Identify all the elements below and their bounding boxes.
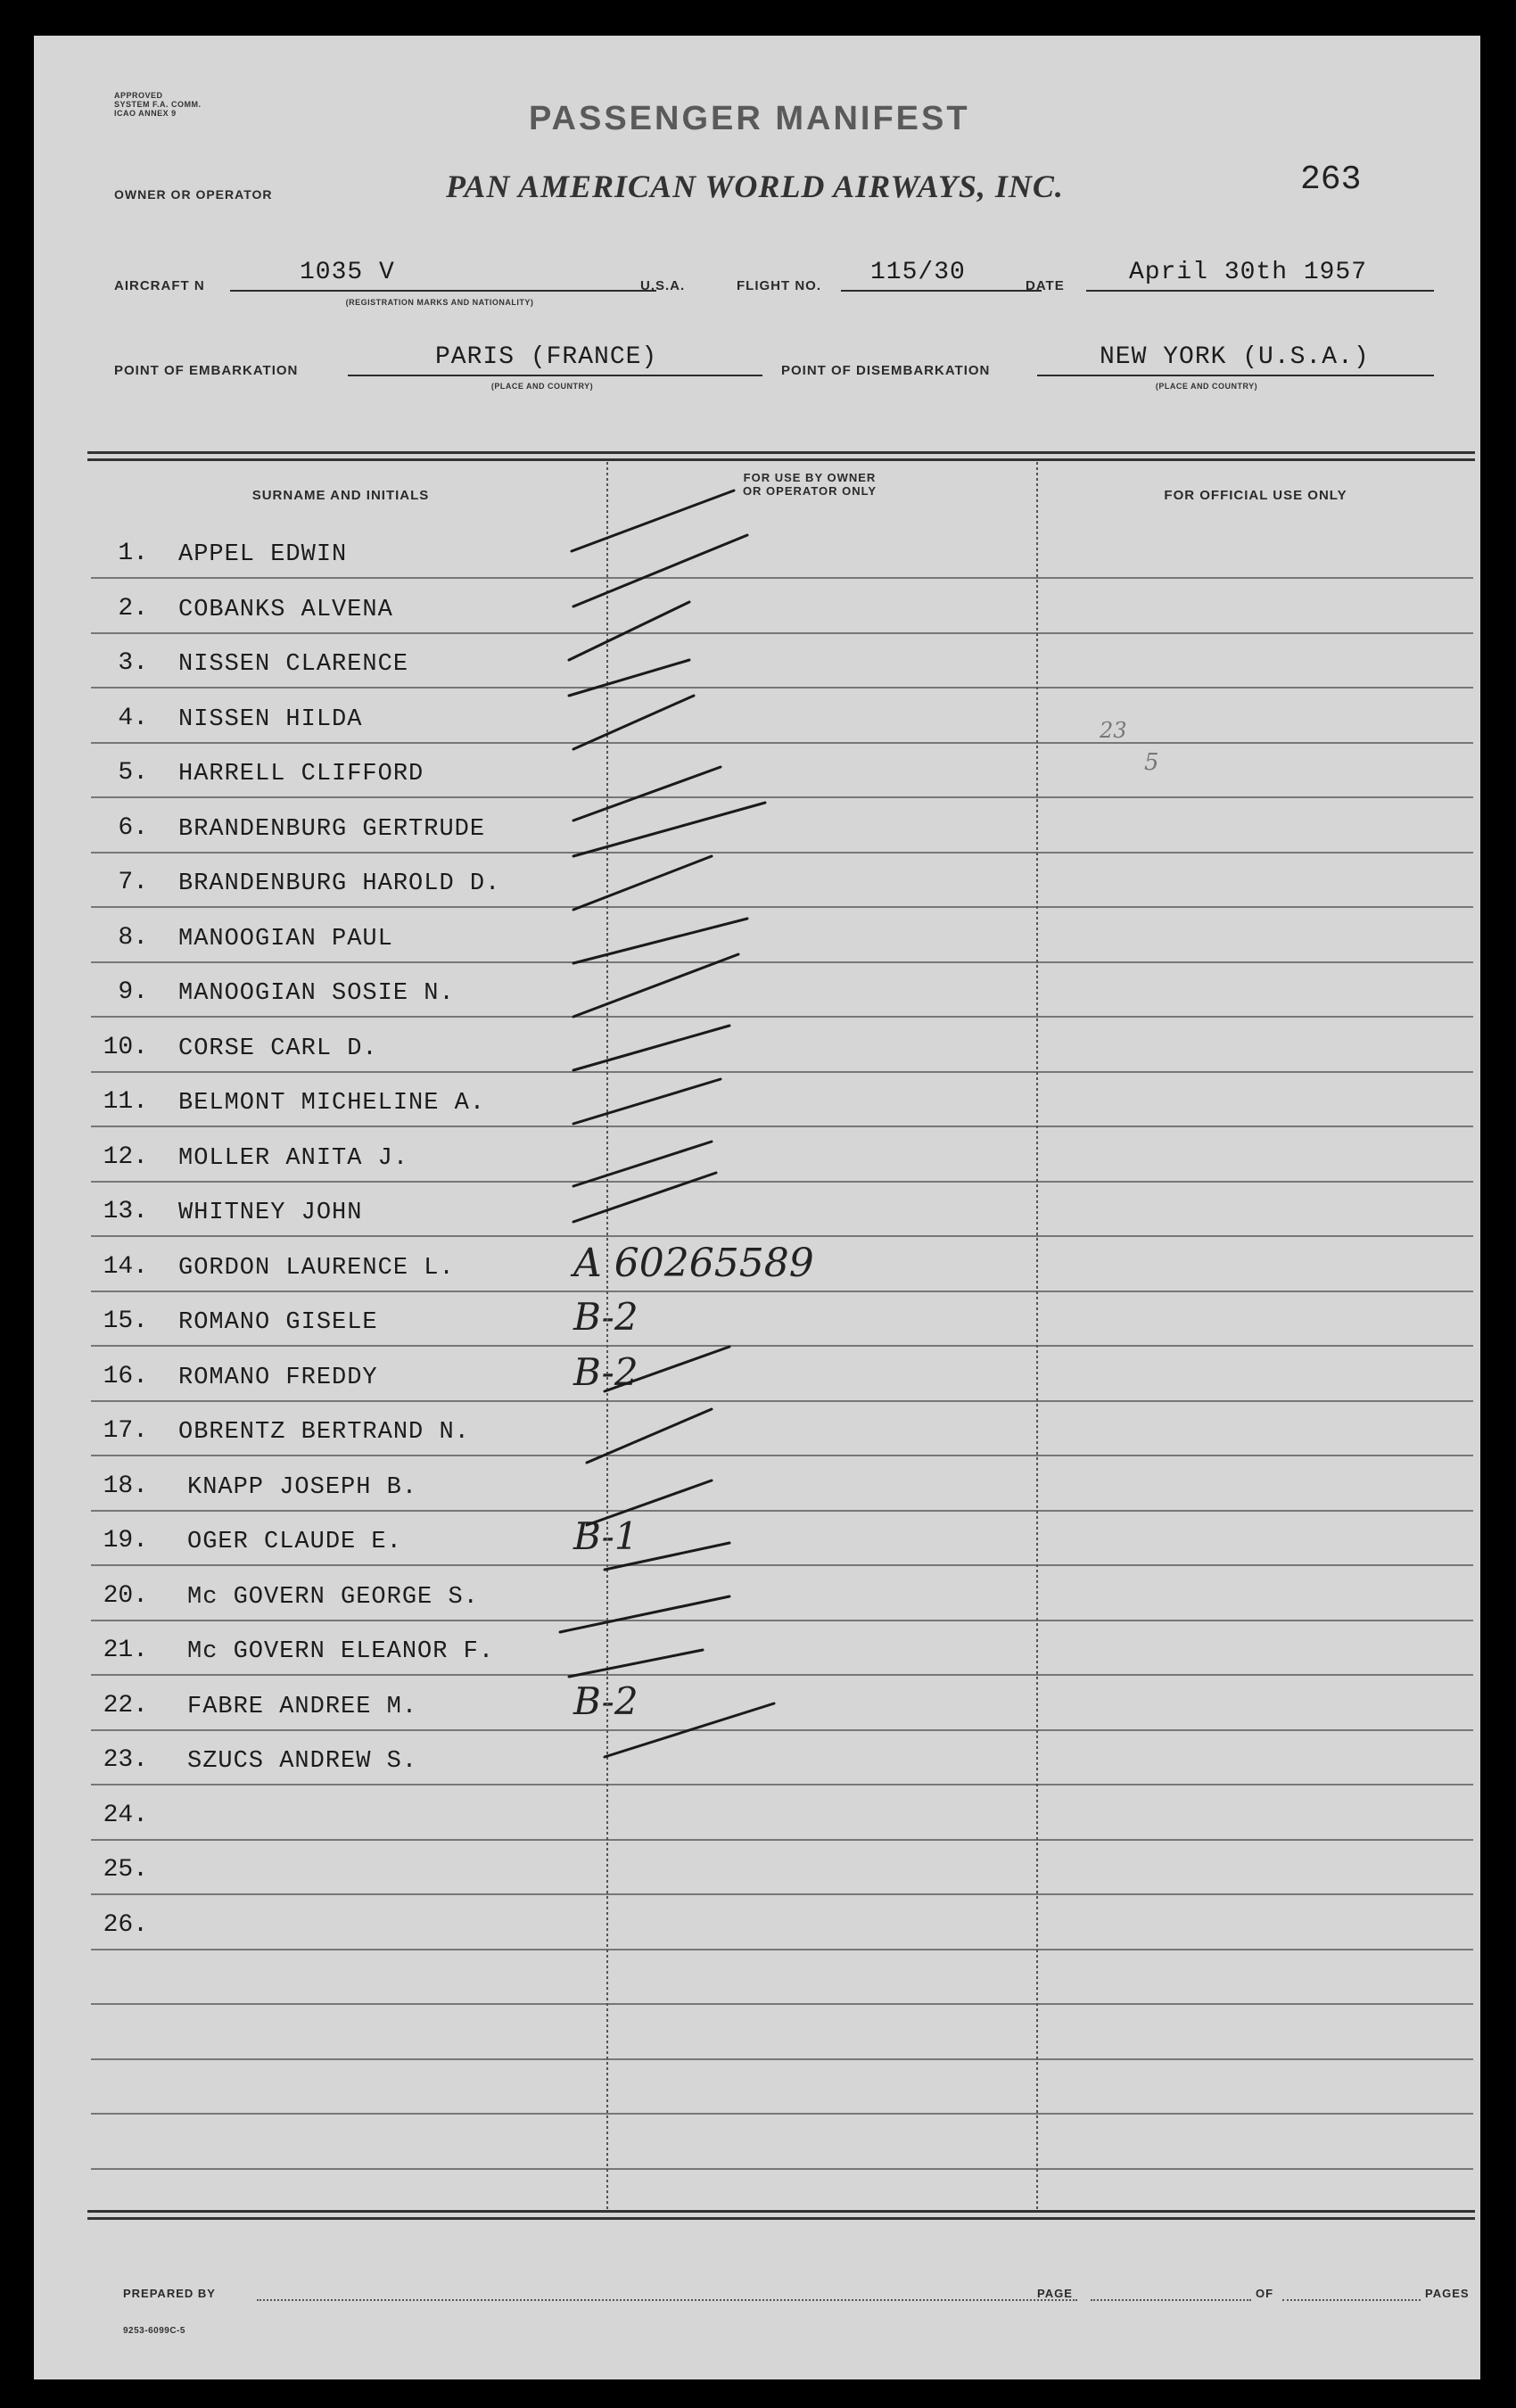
row-rule: [91, 1181, 1473, 1183]
row-rule: [91, 1400, 1473, 1402]
visa-mark: B-2: [573, 1295, 639, 1339]
row-rule: [91, 1126, 1473, 1127]
date-label: DATE: [1026, 278, 1065, 293]
passenger-name: KNAPP JOSEPH B.: [187, 1473, 418, 1501]
nationality-label: U.S.A.: [640, 278, 686, 293]
row-number: 21.: [103, 1637, 148, 1664]
row-number: 13.: [103, 1198, 148, 1225]
row-rule: [91, 1071, 1473, 1073]
row-number: 2.: [118, 594, 148, 623]
passenger-name: NISSEN CLARENCE: [178, 651, 409, 678]
row-number: 6.: [118, 813, 148, 842]
col-header-surname: SURNAME AND INITIALS: [251, 488, 430, 503]
embark-label: POINT OF EMBARKATION: [114, 363, 299, 378]
row-number: 26.: [103, 1910, 148, 1939]
row-rule: [91, 1729, 1473, 1731]
row-number: 9.: [118, 978, 148, 1006]
row-number: 8.: [118, 923, 148, 952]
passenger-name: NISSEN HILDA: [178, 705, 363, 733]
row-number: 25.: [103, 1856, 148, 1884]
row-rule: [91, 1455, 1473, 1456]
stamp-line-3: ICAO ANNEX 9: [114, 109, 177, 118]
passenger-name: Mc GOVERN GEORGE S.: [187, 1583, 479, 1611]
row-number: 11.: [103, 1088, 148, 1116]
passenger-name: ROMANO GISELE: [178, 1309, 378, 1336]
page-title: PASSENGER MANIFEST: [529, 100, 970, 137]
check-marks: [560, 491, 774, 1757]
passenger-name: FABRE ANDREE M.: [187, 1693, 418, 1720]
col-header-owner-line2: OR OPERATOR ONLY: [742, 484, 877, 498]
aircraft-sub: (REGISTRATION MARKS AND NATIONALITY): [345, 298, 534, 307]
tick-13: [573, 1142, 712, 1186]
form-code: 9253-6099C-5: [123, 2326, 185, 2336]
row-rule: [91, 796, 1473, 798]
row-rule: [91, 1674, 1473, 1676]
passenger-name: MANOOGIAN SOSIE N.: [178, 980, 455, 1007]
row-rule: [91, 1839, 1473, 1841]
col-header-owner: [596, 471, 1024, 498]
row-rule: [91, 1620, 1473, 1621]
tick-6: [573, 767, 721, 821]
stamp-line-2: SYSTEM F.A. COMM.: [114, 100, 202, 109]
tick-4: [569, 660, 689, 696]
manifest-sheet: [34, 36, 1480, 2379]
tick-11: [573, 1026, 729, 1070]
row-number: 22.: [103, 1691, 148, 1719]
row-rule: [91, 2113, 1473, 2115]
flight-number: 115/30: [870, 259, 966, 286]
row-number: 4.: [118, 704, 148, 732]
approval-stamp: [114, 91, 202, 118]
disembark-point: NEW YORK (U.S.A.): [1100, 343, 1370, 371]
visa-mark: B-2: [573, 1349, 639, 1394]
row-number: 3.: [118, 649, 148, 677]
row-rule: [91, 1345, 1473, 1347]
tick-9: [573, 919, 747, 963]
passenger-name: WHITNEY JOHN: [178, 1200, 363, 1226]
row-rule: [91, 1291, 1473, 1292]
visa-mark: B-1: [573, 1514, 639, 1558]
row-rule: [91, 2168, 1473, 2170]
prepared-label: PREPARED BY: [123, 2287, 216, 2300]
row-rule: [91, 577, 1473, 579]
row-rule: [91, 632, 1473, 634]
aircraft-label: AIRCRAFT N: [114, 278, 205, 293]
pages-label: PAGES: [1425, 2287, 1470, 2300]
row-number: 5.: [118, 759, 148, 787]
flight-label: FLIGHT NO.: [737, 278, 821, 293]
row-rule: [91, 1893, 1473, 1895]
aircraft-number: 1035 V: [300, 259, 395, 286]
row-number: 15.: [103, 1307, 148, 1335]
row-rule: [91, 906, 1473, 908]
tick-12: [573, 1079, 721, 1124]
row-rule: [91, 2003, 1473, 2005]
row-rule: [91, 1949, 1473, 1950]
visa-mark: B-2: [573, 1678, 639, 1723]
row-number: 1.: [118, 540, 148, 567]
row-rule: [91, 687, 1473, 689]
col-header-official: FOR OFFICIAL USE ONLY: [1164, 488, 1347, 503]
passenger-name: BRANDENBURG HAROLD D.: [178, 870, 501, 897]
row-number: 20.: [103, 1581, 148, 1610]
passenger-name: OBRENTZ BERTRAND N.: [178, 1419, 470, 1446]
passenger-name: BRANDENBURG GERTRUDE: [178, 815, 486, 843]
operator-name: PAN AMERICAN WORLD AIRWAYS, INC.: [446, 169, 1064, 204]
tick-3: [569, 602, 689, 660]
row-number: 12.: [103, 1142, 148, 1171]
row-number: 23.: [103, 1746, 148, 1774]
tick-10: [573, 954, 738, 1017]
row-number: 7.: [118, 869, 148, 896]
passenger-name: Mc GOVERN ELEANOR F.: [187, 1638, 495, 1665]
flight-date: April 30th 1957: [1129, 259, 1368, 286]
tick-2: [573, 535, 747, 606]
passenger-name: GORDON LAURENCE L.: [178, 1254, 455, 1282]
embark-sub: (PLACE AND COUNTRY): [490, 382, 594, 391]
disembark-sub: (PLACE AND COUNTRY): [1155, 382, 1258, 391]
owner-label: OWNER OR OPERATOR: [114, 187, 273, 202]
passenger-name: OGER CLAUDE E.: [187, 1529, 402, 1555]
visa-mark: A 60265589: [573, 1240, 814, 1286]
passenger-name: CORSE CARL D.: [178, 1035, 378, 1062]
disembark-label: POINT OF DISEMBARKATION: [781, 363, 991, 378]
row-number: 10.: [103, 1033, 148, 1061]
passenger-name: MOLLER ANITA J.: [178, 1144, 409, 1172]
row-number: 19.: [103, 1527, 148, 1554]
passenger-name: SZUCS ANDREW S.: [187, 1748, 418, 1775]
row-rule: [91, 1784, 1473, 1785]
row-number: 14.: [103, 1252, 148, 1281]
embark-point: PARIS (FRANCE): [435, 343, 658, 371]
row-rule: [91, 2058, 1473, 2060]
col-header-owner-line1: FOR USE BY OWNER: [743, 471, 877, 484]
stamp-line-1: APPROVED: [114, 91, 163, 100]
official-note-1: 23: [1100, 718, 1127, 743]
tick-7: [573, 803, 765, 856]
row-number: 18.: [103, 1472, 148, 1500]
row-rule: [91, 961, 1473, 963]
passenger-name: MANOOGIAN PAUL: [178, 925, 393, 952]
row-rule: [91, 852, 1473, 854]
row-rule: [91, 742, 1473, 744]
of-label: OF: [1256, 2287, 1274, 2300]
official-note-2: 5: [1144, 749, 1159, 776]
row-number: 24.: [103, 1801, 148, 1829]
page-number: 263: [1300, 161, 1362, 199]
page-label: PAGE: [1037, 2287, 1073, 2300]
row-number: 17.: [103, 1417, 148, 1445]
row-rule: [91, 1016, 1473, 1018]
row-rule: [91, 1235, 1473, 1237]
tick-20: [560, 1596, 729, 1632]
passenger-name: ROMANO FREDDY: [178, 1364, 378, 1391]
passenger-name: HARRELL CLIFFORD: [178, 761, 424, 788]
row-rule: [91, 1564, 1473, 1566]
tick-1: [572, 491, 734, 551]
tick-8: [573, 856, 712, 910]
tick-21: [569, 1650, 703, 1677]
row-rule: [91, 1510, 1473, 1512]
row-number: 16.: [103, 1362, 148, 1390]
passenger-name: BELMONT MICHELINE A.: [178, 1090, 486, 1117]
passenger-name: APPEL EDWIN: [178, 541, 348, 568]
passenger-name: COBANKS ALVENA: [178, 596, 393, 623]
